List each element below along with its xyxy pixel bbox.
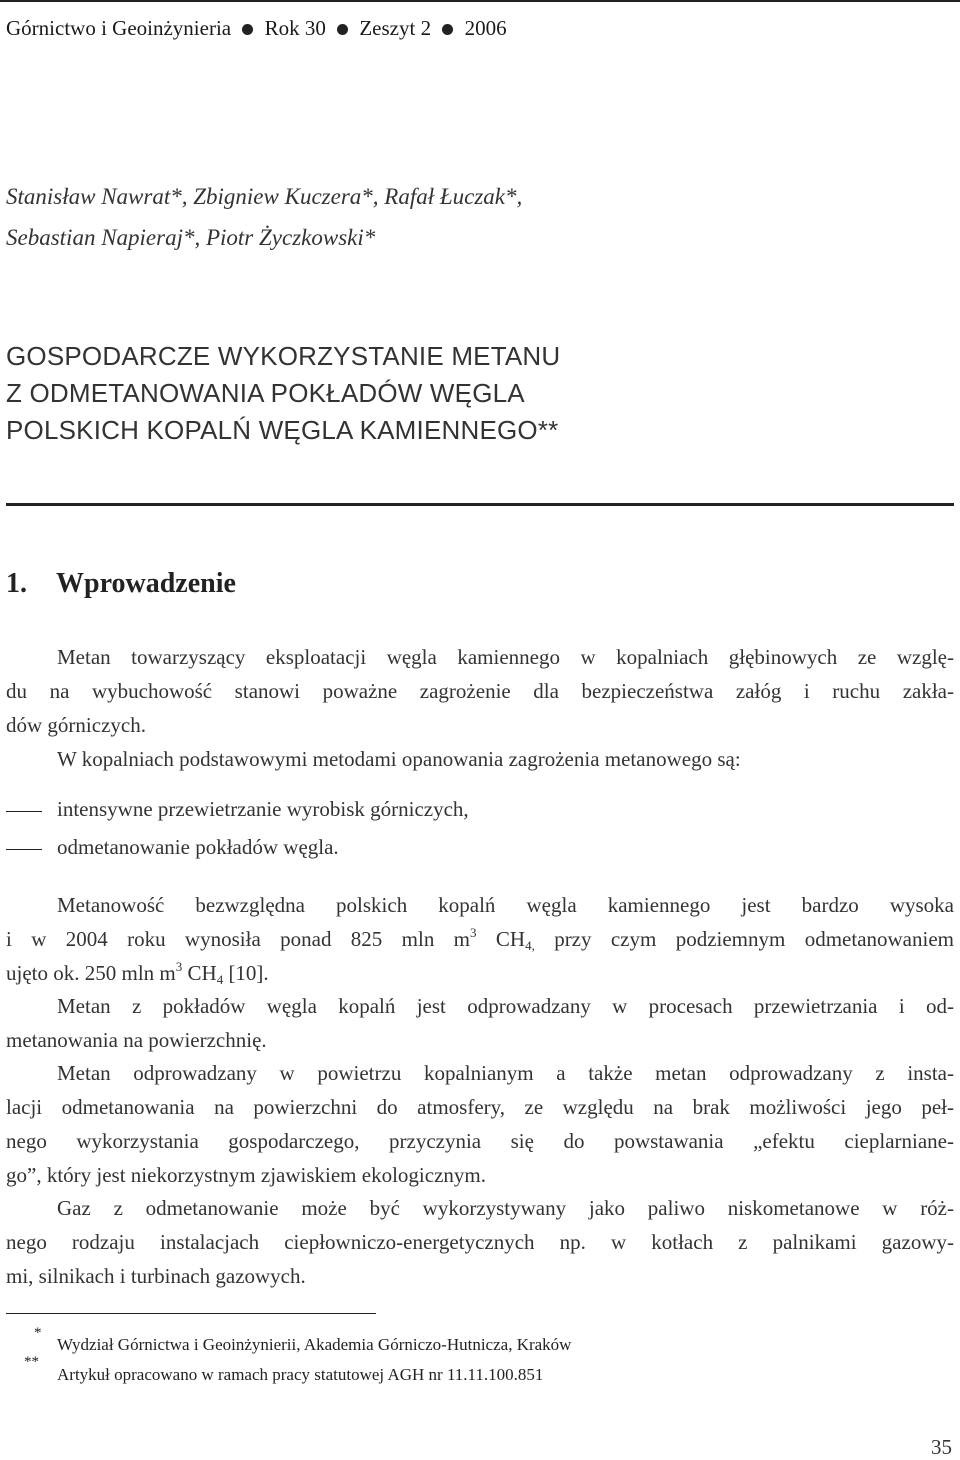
subscript: 4, xyxy=(525,938,535,953)
paragraph-line: Metan odprowadzany w powietrzu kopalnianym a także metan odprowadzany z insta- xyxy=(57,1061,954,1085)
footnote-mark: ** xyxy=(24,1354,39,1370)
text-run: i w 2004 roku wynosiła ponad 825 mln m xyxy=(6,927,471,951)
paragraph-line xyxy=(6,961,954,986)
article-title xyxy=(6,338,560,449)
authors-line: Stanisław Nawrat*, Zbigniew Kuczera*, Rafał Łuczak*, xyxy=(6,184,523,209)
paragraph-line: lacji odmetanowania na powierzchni do atmosfery, ze względu na brak możliwości jego peł- xyxy=(6,1095,954,1119)
issue-label: Zeszyt 2 xyxy=(359,16,432,40)
year-label: Rok 30 xyxy=(264,16,326,40)
text-run: CH xyxy=(476,927,526,951)
journal-name: Górnictwo i Geoinżynieria xyxy=(6,16,232,40)
bullet-separator xyxy=(337,24,348,35)
paragraph-line: du na wybuchowość stanowi poważne zagrożenie dla bezpieczeństwa załóg i ruchu zakła- xyxy=(6,679,954,703)
paragraph-line: Metan z pokładów węgla kopalń jest odprowadzany w procesach przewietrzania i od- xyxy=(57,994,954,1018)
paragraph-line: metanowania na powierzchnię. xyxy=(6,1028,267,1052)
paragraph-line: Gaz z odmetanowanie może być wykorzystywany jako paliwo niskometanowe w róż- xyxy=(57,1196,954,1220)
bullet-separator xyxy=(242,24,253,35)
page-number: 35 xyxy=(931,1435,952,1459)
footnote-text: Wydział Górnictwa i Geoinżynierii, Akademia Górniczo-Hutnicza, Kraków xyxy=(57,1335,572,1354)
text-run: [10]. xyxy=(223,961,269,985)
authors-line: Sebastian Napieraj*, Piotr Życzkowski* xyxy=(6,225,376,250)
paragraph-line: nego wykorzystania gospodarczego, przyczynia się do powstawania „efektu cieplarniane- xyxy=(6,1129,954,1153)
bullet-separator xyxy=(442,24,453,35)
paragraph-line: mi, silnikach i turbinach gazowych. xyxy=(6,1264,306,1288)
section-number: 1. xyxy=(6,568,27,599)
paragraph-line xyxy=(6,927,954,952)
paragraph-line: go”, który jest niekorzystnym zjawiskiem ekologicznym. xyxy=(6,1163,486,1187)
subscript: 4 xyxy=(216,972,224,987)
footnote-text: Artykuł opracowano w ramach pracy statutowej AGH nr 11.11.100.851 xyxy=(57,1365,544,1384)
text-run: CH xyxy=(182,961,217,985)
authors xyxy=(6,176,522,258)
paragraph-line: dów górniczych. xyxy=(6,713,146,737)
superscript: 3 xyxy=(175,959,183,974)
paragraph-line: W kopalniach podstawowymi metodami opanowania zagrożenia metanowego są: xyxy=(57,747,741,771)
year: 2006 xyxy=(464,16,507,40)
footnote-mark: * xyxy=(34,1325,42,1341)
list-item: odmetanowanie pokładów węgla. xyxy=(57,835,339,859)
paragraph-line: nego rodzaju instalacjach ciepłowniczo-energetycznych np. w kotłach z palnikami gazowy- xyxy=(6,1230,954,1254)
text-run: przy czym podziemnym odmetanowaniem xyxy=(534,927,954,951)
section-title: Wprowadzenie xyxy=(56,568,236,599)
title-rule xyxy=(6,503,954,506)
superscript: 3 xyxy=(470,925,477,940)
header-top-rule xyxy=(0,0,960,2)
title-line: Z ODMETANOWANIA POKŁADÓW WĘGLA xyxy=(6,378,525,408)
paragraph-line: Metan towarzyszący eksploatacji węgla kamiennego w kopalniach głębinowych ze wzglę- xyxy=(57,645,954,669)
running-header xyxy=(6,16,507,41)
section-heading xyxy=(6,568,236,600)
text-run: ujęto ok. 250 mln m xyxy=(6,961,176,985)
list-item: intensywne przewietrzanie wyrobisk górniczych, xyxy=(57,797,469,821)
paragraph-line: Metanowość bezwzględna polskich kopalń węgla kamiennego jest bardzo wysoka xyxy=(57,893,954,917)
footnote-rule xyxy=(6,1313,376,1314)
title-line: POLSKICH KOPALŃ WĘGLA KAMIENNEGO** xyxy=(6,415,559,445)
title-line: GOSPODARCZE WYKORZYSTANIE METANU xyxy=(6,341,561,371)
